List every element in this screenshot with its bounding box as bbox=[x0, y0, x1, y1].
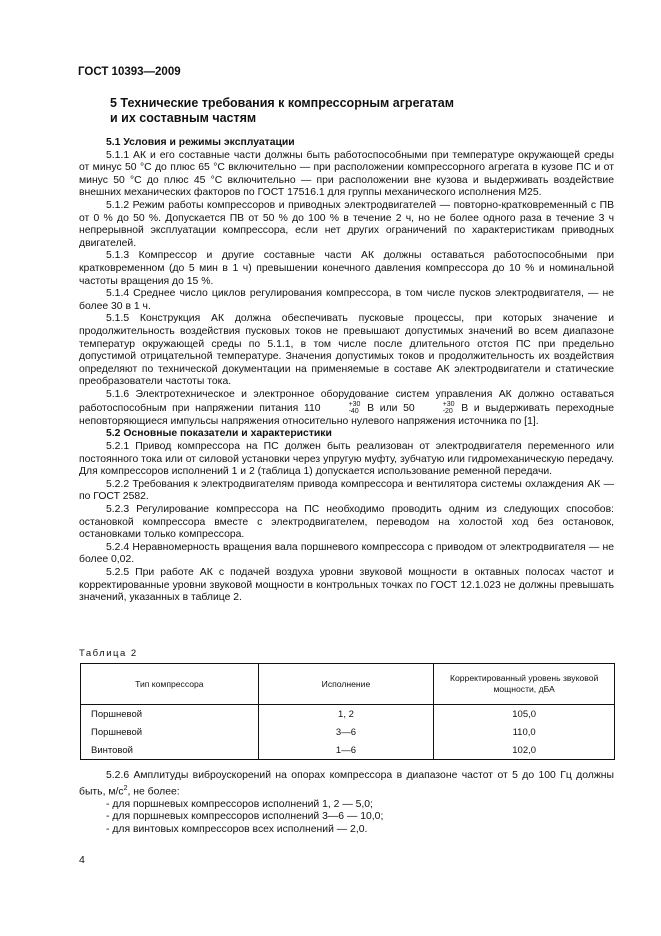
clause-5-1-4: 5.1.4 Среднее число циклов регулирования компрессора, в том числе пусков электродвигателя, — не более 30 в 1 ч. bbox=[79, 288, 614, 312]
table-caption: Таблица 2 bbox=[79, 648, 138, 659]
table-row: Поршневой 3—6 110,0 bbox=[81, 723, 615, 741]
clause-5-1-1: 5.1.1 АК и его составные части должны быть работоспособными при температуре окружающей среды от минус 50 °С до плюс 65 °С включительно — при расположении компрессорного агрегата в кузове ПС и от минус 50 °С до плюс 45 °С включительно — при расположении вне кузова и выдерживать воздействие внешних механических факторов по ГОСТ 17516.1 для группы механического исполнения М25. bbox=[79, 149, 614, 199]
list-item: - для поршневых компрессоров исполнений 3—6 — 10,0; bbox=[106, 811, 384, 823]
clause-5-2-5: 5.2.5 При работе АК с подачей воздуха уровни звуковой мощности в октавных полосах частот и корректированные уровни звуковой мощности в контрольных точках по ГОСТ 12.1.023 не должны превышать значений, указанных в таблице 2. bbox=[79, 566, 614, 604]
subsection-5-1-title: 5.1 Условия и режимы эксплуатации bbox=[106, 137, 295, 148]
clause-5-1-6: 5.1.6 Электротехническое и электронное оборудование систем управления АК должно оставаться работоспособным при напряжении питания 110 +30 -40 В или 50 +30 -20 В и выдерживать переходные неповторяющиеся импульсы напряжения относительно нулевого напряжения источника по [1]. bbox=[79, 388, 614, 427]
section-title-line-1: 5 Технические требования к компрессорным агрегатам bbox=[110, 96, 455, 110]
table-header-version: Исполнение bbox=[258, 664, 434, 705]
list-item: - для поршневых компрессоров исполнений 1, 2 — 5,0; bbox=[106, 798, 373, 810]
subsection-5-2-title: 5.2 Основные показатели и характеристики bbox=[106, 428, 332, 440]
list-item: - для винтовых компрессоров всех исполнений — 2,0. bbox=[106, 823, 368, 835]
noise-level-table bbox=[80, 663, 615, 760]
body-text-after-table bbox=[79, 770, 614, 836]
clause-5-1-2: 5.1.2 Режим работы компрессоров и приводных электродвигателей — повторно-кратковременный с ПВ от 0 % до 50 %. Допускается ПВ от 50 % до 100 % в течение 2 ч, но не более одного раза в течение 3 ч непрерывной эксплуатации компрессора, если нет других ограничений по характеристикам приводных двигателей. bbox=[79, 199, 614, 249]
table-row: Винтовой 1—6 102,0 bbox=[81, 741, 615, 760]
clause-5-1-5: 5.1.5 Конструкция АК должна обеспечивать пусковые процессы, при которых значение и продолжительность воздействия пусковых токов не превышают допустимых значений во всем диапазоне температур окружающей среды по 5.1.1, в том числе после длительного отстоя ПС при предельно допустимой отрицательной температуре. Значения допустимых токов и продолжительность их воздействия определяют по технической документации на применяемые в составе АК электродвигатели и статические преобразователи частоты тока. bbox=[79, 313, 614, 388]
table-row: Поршневой 1, 2 105,0 bbox=[81, 705, 615, 724]
section-title-line-2: и их составным частям bbox=[110, 111, 257, 125]
section-title bbox=[110, 96, 550, 126]
clause-5-2-1: 5.2.1 Привод компрессора на ПС должен быть реализован от электродвигателя переменного или постоянного тока или от силовой установки через упругую муфту, зубчатую или гидромеханическую передачу. Для компрессоров исполнений 1 и 2 (таблица 1) допускается использование ременной передачи. bbox=[79, 441, 614, 478]
page-number: 4 bbox=[79, 854, 85, 866]
clause-5-2-3: 5.2.3 Регулирование компрессора на ПС необходимо проводить одним из следующих способов: остановкой компрессора вместе с электродвигателем, переводом на холостой ход без остановок, остановками только компрессора. bbox=[79, 503, 614, 541]
table-header-type: Тип компрессора bbox=[81, 664, 259, 705]
document-header: ГОСТ 10393—2009 bbox=[78, 66, 181, 78]
table-header-level: Корректированный уровень звуковой мощности, дБА bbox=[434, 664, 615, 705]
clause-5-2-6: 5.2.6 Амплитуды виброускорений на опорах компрессора в диапазоне частот от 5 до 100 Гц должны быть, $м/с^2$, не более: bbox=[79, 770, 614, 798]
body-text bbox=[79, 137, 614, 605]
clause-5-2-4: 5.2.4 Неравномерность вращения вала поршневого компрессора с приводом от электродвигателя — не более 0,02. bbox=[79, 541, 614, 566]
clause-5-1-3: 5.1.3 Компрессор и другие составные части АК должны оставаться работоспособными при кратковременном (до 5 мин в 1 ч) превышении конечного давления компрессора до 10 % и номинальной частоты вращения до 15 %. bbox=[79, 250, 614, 287]
table-header-row bbox=[81, 664, 615, 705]
clause-5-2-2: 5.2.2 Требования к электродвигателям привода компрессора и вентилятора системы охлаждения АК — по ГОСТ 2582. bbox=[79, 478, 614, 503]
